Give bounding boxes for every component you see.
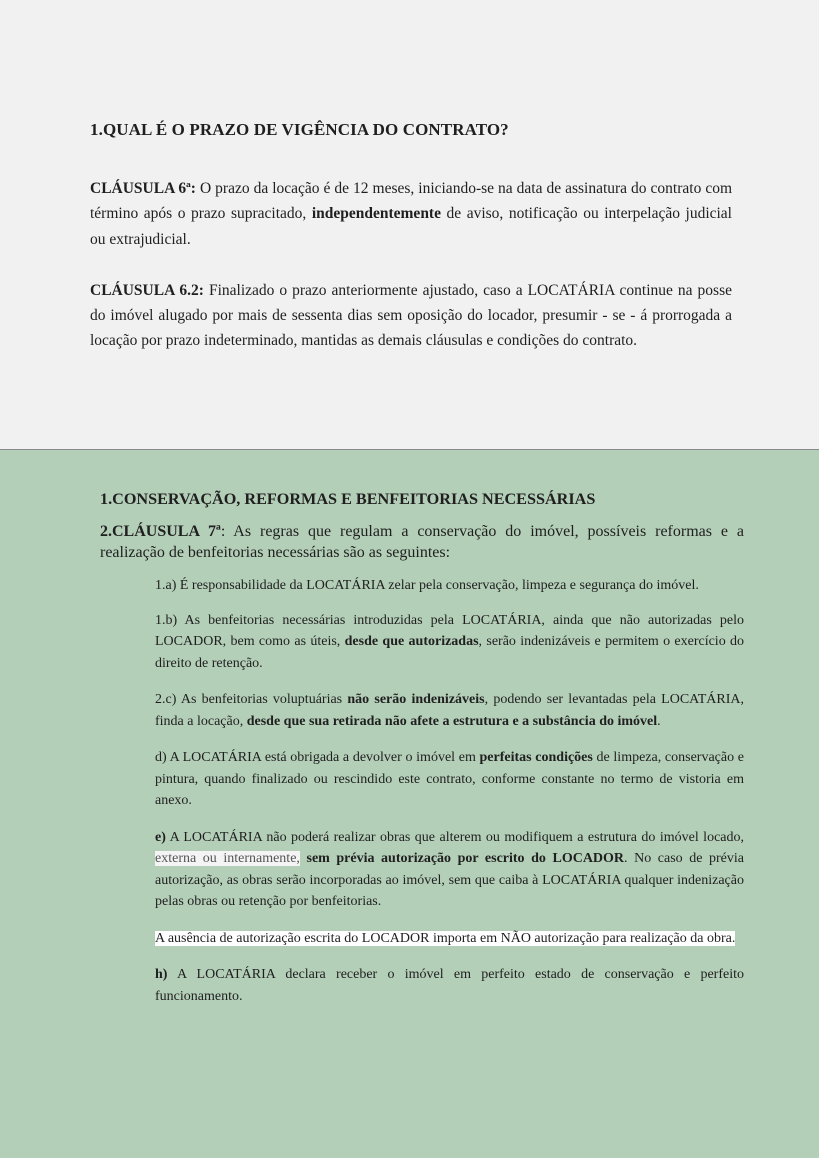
item-a: 1.a) É responsabilidade da LOCATÁRIA zelar pela conservação, limpeza e segurança do imóvel.	[155, 578, 699, 593]
item-h-text: A LOCATÁRIA declara receber o imóvel em perfeito estado de conservação e perfeito funcionamento.	[155, 967, 744, 1004]
clause-7-label: 2.CLÁUSULA 7ª	[100, 523, 221, 540]
item-d-bold: perfeitas condições	[479, 750, 593, 765]
item-c-after: .	[657, 713, 661, 729]
authorization-note	[155, 928, 744, 950]
item-c-middle: , podendo ser levantadas pela LOCATÁRIA, finda a locação,	[155, 692, 744, 729]
authorization-note-text: A ausência de autorização escrita do LOCADOR importa em NÃO autorização para realização da obra.	[155, 930, 736, 946]
item-b-after: , serão indenizáveis e permitem o exercício do direito de retenção.	[155, 634, 745, 671]
clause-6	[90, 176, 732, 252]
item-e-after: . No caso de prévia autorização, as obras serão incorporadas ao imóvel, sem que caiba à LOCATÁRIA qualquer indenização pelas obras ou retenção por benfeitorias.	[155, 851, 745, 909]
clause-6-text-before: O prazo da locação é de 12 meses, iniciando-se na data de assinatura do contrato com término após o prazo supracitado,	[90, 180, 733, 223]
clause-6-2-text: Finalizado o prazo anteriormente ajustado, caso a LOCATÁRIA continue na posse do imóvel alugado por mais de sessenta dias sem oposição do locador, presumir - se - á prorrogada a locação por prazo indeterminado, mantidas as demais cláusulas e condições do contrato.	[90, 281, 732, 350]
item-b	[155, 610, 744, 675]
item-b-before: 1.b) As benfeitorias necessárias introduzidas pela LOCATÁRIA, ainda que não autorizadas pelo LOCADOR, bem como as úteis,	[155, 612, 744, 649]
section-conservacao-content	[100, 490, 744, 1022]
clause-6-label: CLÁUSULA 6ª:	[90, 180, 196, 197]
section-conservacao-heading: 1.CONSERVAÇÃO, REFORMAS E BENFEITORIAS NECESSÁRIAS	[100, 490, 596, 508]
item-e-bold: sem prévia autorização por escrito do LOCADOR	[299, 851, 625, 866]
item-d	[155, 747, 744, 812]
section-prazo	[0, 0, 819, 450]
item-d-after: de limpeza, conservação e pintura, quando finalizado ou rescindido este contrato, conforme constante no termo de vistoria em anexo.	[155, 750, 744, 808]
clause-6-2	[90, 278, 732, 354]
clause-7-text: : As regras que regulam a conservação do imóvel, possíveis reformas e a realização de benfeitorias necessárias são as seguintes:	[100, 523, 744, 561]
item-c-before: 2.c) As benfeitorias voluptuárias	[155, 692, 348, 707]
item-h	[155, 964, 744, 1007]
section-conservacao	[0, 450, 819, 1158]
item-b-bold: desde que autorizadas	[344, 634, 479, 649]
item-d-before: d) A LOCATÁRIA está obrigada a devolver o imóvel em	[155, 750, 480, 765]
item-e-highlight: externa ou internamente,	[155, 851, 300, 866]
clause-7-intro	[100, 521, 744, 563]
item-h-label: h)	[155, 967, 168, 982]
section-prazo-heading: 1.QUAL É O PRAZO DE VIGÊNCIA DO CONTRATO?	[90, 120, 509, 139]
item-e-label: e)	[155, 829, 166, 845]
item-c-bold-2: desde que sua retirada não afete a estrutura e a substância do imóvel	[246, 713, 658, 729]
item-e-before: A LOCATÁRIA não poderá realizar obras que alterem ou modifiquem a estrutura do imóvel locado,	[165, 829, 744, 845]
clause-6-bold: independentemente	[311, 205, 441, 223]
clause-6-2-label: CLÁUSULA 6.2:	[90, 281, 204, 299]
item-c-bold-1: não serão indenizáveis	[347, 692, 485, 707]
item-e	[155, 827, 744, 913]
item-c	[155, 689, 744, 732]
clause-7-items	[155, 575, 744, 1007]
clause-6-text-after: de aviso, notificação ou interpelação judicial ou extrajudicial.	[90, 205, 732, 248]
section-prazo-content	[90, 120, 732, 380]
